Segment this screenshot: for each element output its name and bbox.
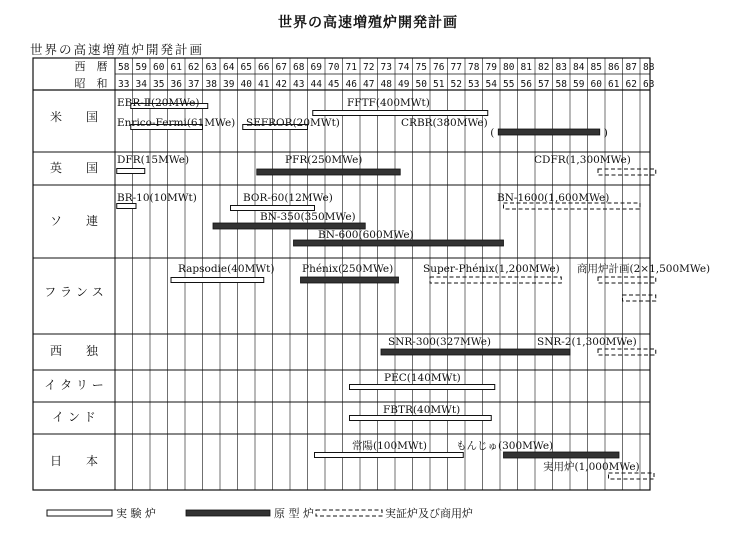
western-year-tick: 79 <box>485 62 497 73</box>
western-year-tick: 87 <box>625 62 637 73</box>
showa-year-tick: 35 <box>153 79 165 90</box>
western-year-tick: 88 <box>643 62 655 73</box>
reactor-bar-cdfr <box>598 169 656 175</box>
showa-year-label: 昭 和 <box>74 77 108 90</box>
legend-experimental-label: 実 験 炉 <box>116 507 156 520</box>
western-year-tick: 67 <box>275 62 287 73</box>
showa-year-tick: 50 <box>415 79 427 90</box>
showa-year-tick: 43 <box>293 79 305 90</box>
western-year-tick: 76 <box>433 62 445 73</box>
western-year-tick: 74 <box>398 62 410 73</box>
showa-year-tick: 44 <box>310 79 322 90</box>
reactor-label: 実用炉(1,000MWe) <box>543 461 640 473</box>
western-year-tick: 86 <box>608 62 620 73</box>
reactor-label: Enrico-Fermi(61MWe) <box>117 117 236 129</box>
showa-year-tick: 55 <box>503 79 515 90</box>
reactor-bar-snr-2 <box>598 349 656 355</box>
showa-year-tick: 40 <box>240 79 252 90</box>
reactor-bar-- <box>504 452 620 458</box>
western-year-tick: 64 <box>223 62 235 73</box>
reactor-label: BN-350(350MWe) <box>260 211 356 223</box>
reactor-label: SEFROR(20MWt) <box>246 117 340 129</box>
reactor-bar-br-10 <box>117 204 136 209</box>
reactor-label: Super-Phénix(1,200MWe) <box>423 263 560 275</box>
reactor-bar-super-ph-nix <box>430 277 561 283</box>
showa-year-tick: 54 <box>485 79 497 90</box>
reactor-bar-pec <box>350 385 495 390</box>
showa-year-tick: 51 <box>433 79 445 90</box>
reactor-label: BN-1600(1,600MWe) <box>497 192 610 204</box>
reactor-label: CDFR(1,300MWe) <box>534 154 631 166</box>
reactor-bar-fbtr <box>350 416 492 421</box>
western-year-tick: 69 <box>310 62 322 73</box>
country-label-uk: 英 国 <box>49 161 99 175</box>
legend-prototype-label: 原 型 炉 <box>274 507 314 520</box>
showa-year-tick: 60 <box>590 79 602 90</box>
western-year-tick: 80 <box>503 62 515 73</box>
reactor-label: FBTR(40MWt) <box>383 404 461 416</box>
showa-year-tick: 61 <box>608 79 620 90</box>
western-year-tick: 66 <box>258 62 270 73</box>
western-year-tick: 61 <box>170 62 182 73</box>
showa-year-tick: 62 <box>625 79 637 90</box>
reactor-bar-- <box>598 277 656 283</box>
paren-open: ( <box>490 127 495 139</box>
western-year-tick: 73 <box>380 62 392 73</box>
reactor-label: SNR-2(1,300MWe) <box>537 336 637 348</box>
country-label-italy: イ タ リ ー <box>44 378 104 392</box>
reactor-label: 常陽(100MWt) <box>352 440 427 452</box>
showa-year-tick: 58 <box>555 79 567 90</box>
western-year-tick: 77 <box>450 62 462 73</box>
showa-year-tick: 38 <box>205 79 217 90</box>
showa-year-tick: 42 <box>275 79 287 90</box>
showa-year-tick: 33 <box>118 79 130 90</box>
western-year-label: 西 暦 <box>74 60 108 73</box>
reactor-label: BOR-60(12MWe) <box>243 192 333 204</box>
western-year-tick: 85 <box>590 62 602 73</box>
western-year-tick: 59 <box>135 62 147 73</box>
reactor-bar-bor-60 <box>231 206 315 211</box>
showa-year-tick: 36 <box>170 79 182 90</box>
reactor-label: もんじゅ(300MWe) <box>456 440 554 452</box>
country-label-france: フ ラ ン ス <box>44 285 104 299</box>
reactor-label: DFR(15MWe) <box>117 154 190 166</box>
reactor-label: PFR(250MWe) <box>285 154 363 166</box>
paren-close: ) <box>603 127 608 139</box>
showa-year-tick: 47 <box>363 79 375 90</box>
reactor-bar-snr-300 <box>381 349 570 355</box>
reactor-bar-rapsodie <box>171 278 264 283</box>
showa-year-tick: 48 <box>380 79 392 90</box>
page-title: 世界の高速増殖炉開発計画 <box>278 15 458 31</box>
showa-year-tick: 46 <box>345 79 357 90</box>
reactor-label: FFTF(400MWt) <box>347 97 430 109</box>
reactor-bar-ph-nix <box>301 277 399 283</box>
reactor-bar--2 <box>623 295 656 301</box>
showa-year-tick: 34 <box>135 79 147 90</box>
showa-year-tick: 39 <box>223 79 235 90</box>
reactor-bar-- <box>609 473 655 479</box>
reactor-label: Phénix(250MWe) <box>302 263 394 275</box>
country-label-westgermany: 西 独 <box>49 344 99 358</box>
showa-year-tick: 52 <box>450 79 462 90</box>
legend-demo-swatch <box>316 510 382 516</box>
showa-year-tick: 57 <box>538 79 550 90</box>
western-year-tick: 58 <box>118 62 130 73</box>
reactor-bar-dfr <box>117 169 145 174</box>
western-year-tick: 72 <box>363 62 375 73</box>
reactor-label: 商用炉計画(2×1,500MWe) <box>577 263 711 275</box>
country-label-usa: 米 国 <box>49 110 99 124</box>
showa-year-tick: 37 <box>188 79 200 90</box>
western-year-tick: 62 <box>188 62 200 73</box>
legend-demo-label: 実証炉及び商用炉 <box>385 507 473 520</box>
showa-year-tick: 41 <box>258 79 270 90</box>
country-label-japan: 日 本 <box>49 454 99 468</box>
reactor-label: BR-10(10MWt) <box>117 192 197 204</box>
western-year-tick: 82 <box>538 62 550 73</box>
reactor-label: SNR-300(327MWe) <box>388 336 492 348</box>
reactor-bar-pfr <box>257 169 401 175</box>
legend-prototype-swatch <box>186 510 270 516</box>
western-year-tick: 71 <box>345 62 357 73</box>
reactor-label: Rapsodie(40MWt) <box>178 263 275 275</box>
western-year-tick: 81 <box>520 62 532 73</box>
western-year-tick: 78 <box>468 62 480 73</box>
showa-year-tick: 45 <box>328 79 340 90</box>
reactor-bar-crbr <box>498 129 600 135</box>
showa-year-tick: 56 <box>520 79 532 90</box>
western-year-tick: 75 <box>415 62 427 73</box>
country-label-india: イ ン ド <box>52 410 96 424</box>
showa-year-tick: 53 <box>468 79 480 90</box>
western-year-tick: 65 <box>240 62 252 73</box>
legend-experimental-swatch <box>47 510 112 516</box>
western-year-tick: 83 <box>555 62 567 73</box>
showa-year-tick: 49 <box>398 79 410 90</box>
reactor-label: PEC(140MWt) <box>384 372 461 384</box>
reactor-label: CRBR(380MWe) <box>401 117 488 129</box>
showa-year-tick: 63 <box>643 79 655 90</box>
reactor-label: BN-600(600MWe) <box>318 229 414 241</box>
western-year-tick: 68 <box>293 62 305 73</box>
reactor-label: EBR-Ⅱ(20MWe) <box>117 97 200 109</box>
reactor-bar-- <box>315 453 464 458</box>
western-year-tick: 84 <box>573 62 585 73</box>
western-year-tick: 70 <box>328 62 340 73</box>
reactor-bar-fftf <box>313 111 488 116</box>
country-label-ussr: ソ 連 <box>49 214 99 228</box>
showa-year-tick: 59 <box>573 79 585 90</box>
western-year-tick: 63 <box>205 62 217 73</box>
table-caption: 世界の高速増殖炉開発計画 <box>30 42 205 57</box>
western-year-tick: 60 <box>153 62 165 73</box>
